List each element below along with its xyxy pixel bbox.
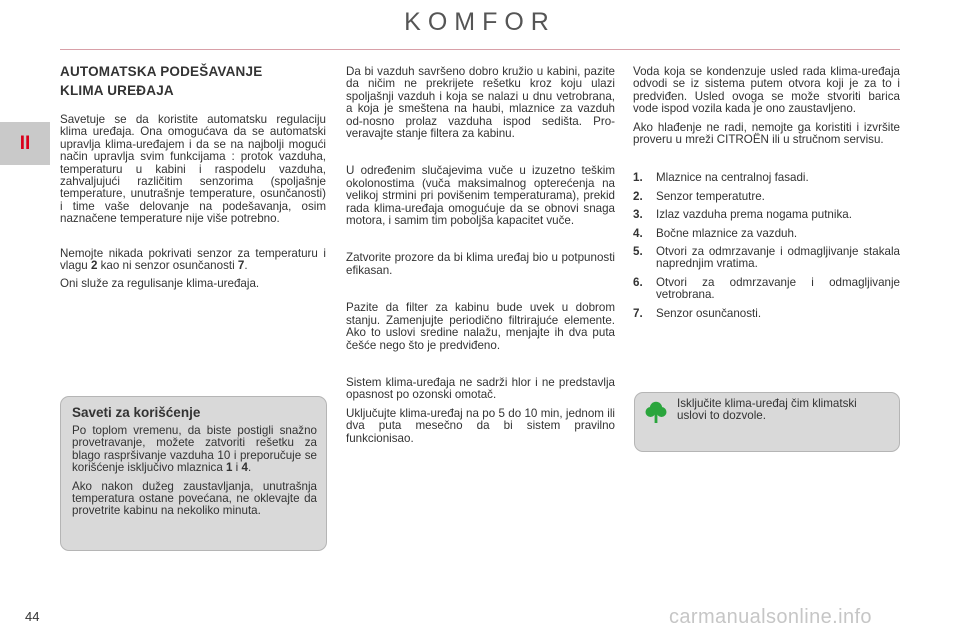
tips-ref-4: 4 (241, 461, 248, 475)
list-item-number: 3. (633, 208, 643, 222)
towing-paragraph: U određenim slučajevima vuče u izuzetno teškim okolonostima (vuča maksimalnog opterećenja na velikoj strmini pri povišenim temperaturama), prekid rada klima-uređaja omogućuje da se obnovi snaga motora, i samim tim poboljša kapacitet vuče. (346, 164, 615, 228)
list-item-number: 5. (633, 245, 643, 259)
maintenance-paragraph: Uključujte klima-uređaj na po 5 do 10 min, jednom ili dva puta mesečno da bi sistem pravilno funkcionisao. (346, 406, 615, 445)
tips-text-c: . (247, 461, 252, 475)
list-item-text: Otvori za odmrzavanje i odmagljivanje vetrobrana. (656, 275, 900, 302)
tips-paragraph-1 (72, 425, 317, 475)
sensor-warning-text-c: . (244, 259, 248, 273)
list-item (633, 277, 900, 302)
tips-box (60, 396, 327, 551)
section-title-line2: KLIMA UREĐAJA (60, 83, 174, 98)
list-item-number: 1. (633, 171, 643, 185)
page-title: KOMFOR (404, 8, 556, 36)
list-item-number: 6. (633, 275, 643, 289)
condensation-paragraph: Voda koja se kondenzuje usled rada klima-uređaja odvodi se iz sistema putem otvora koji je za to i predviđen. Usled ovoga se može stvoriti barica vode ispod vozila kada je ono zaustavljeno. (633, 65, 900, 116)
tips-text-a: Po toplom vremenu, da biste postigli snažno provetravanje, možete zatvoriti rešetku za blago raspršivanje vazduha 10 i preporučuje se korišćenje isključivo mlaznica (72, 424, 317, 475)
list-item (633, 191, 900, 203)
sensor-warning-text-a: Nemojte nikada pokrivati senzor za temperaturu i vlagu (60, 246, 326, 273)
ozone-paragraph: Sistem klima-uređaja ne sadrži hlor i ne predstavlja opasnost po ozonski omotač. (346, 375, 615, 402)
column-middle (346, 66, 615, 445)
list-item-text: Bočne mlaznice za vazduh. (656, 226, 798, 240)
list-item-number: 4. (633, 226, 643, 240)
list-item-text: Otvori za odmrzavanje i odmagljivanje stakala naprednjim vratima. (656, 245, 900, 271)
list-item (633, 246, 900, 271)
tips-title: Saveti za korišćenje (72, 405, 201, 420)
watermark: carmanualsonline.info (669, 606, 872, 628)
section-title (60, 62, 326, 100)
list-item-text: Mlaznice na centralnoj fasadi. (656, 171, 809, 185)
sensor-ref-2: 2 (90, 259, 98, 273)
filter-paragraph: Pazite da filter za kabinu bude uvek u dobrom stanju. Zamenjujte periodično filtrirajuće elemente. Ako to uslovi sredine nalažu, menjajte ih dva puta češće nego što je predviđeno. (346, 301, 615, 352)
chapter-tab (0, 122, 50, 165)
list-item (633, 228, 900, 240)
column-right (633, 66, 900, 326)
intro-paragraph: Savetuje se da koristite automatsku regulaciju klima uređaja. Ona omogućava da se automatski upravlja klima-uređajem i da se na najbolji mogući način upravlja svim funkcijama : protok vazduha, temperaturu u kabini i raspodelu vazduha, zahvaljujući različitim senzorima (spoljašnje temperature, unutrašnje temperature, osunčanosti) i time vaše delovanje na podešavanja, osim naznačene temperature nije više potrebno. (60, 113, 326, 226)
list-item (633, 308, 900, 320)
airflow-paragraph: Da bi vazduh savršeno dobro kružio u kabini, pazite da ničim ne prekrijete rešetku kroz koju ulazi spoljašnji vazduh i koja se nalazi u dnu vetrobrana, a koja je smeštena na haubi, mlaznice za vazduh od-nosno prolaz vazduha ispod sedišta. Pro-veravajte stanje filtera za kabinu. (346, 65, 615, 141)
list-item (633, 172, 900, 184)
column-left (60, 62, 326, 291)
service-paragraph: Ako hlađenje ne radi, nemojte ga koristiti i izvršite proveru u mreži CITROËN ili u stručnom servisu. (633, 120, 900, 147)
list-item-text: Senzor temperatutre. (656, 189, 765, 203)
tree-icon (644, 400, 668, 424)
list-item-number: 7. (633, 306, 643, 320)
list-item-number: 2. (633, 189, 643, 203)
tips-paragraph-2: Ako nakon dužeg zaustavljanja, unutrašnja temperatura ostane povećana, ne oklevajte da provetrite kabinu na nekoliko minuta. (72, 479, 317, 518)
tips-text-b: i (232, 461, 242, 475)
chapter-tab-label: II (19, 132, 31, 154)
page-number: 44 (25, 609, 40, 624)
section-title-line1: AUTOMATSKA PODEŠAVANJE (60, 64, 263, 79)
sensor-warning-paragraph (60, 248, 326, 273)
eco-note-box (634, 392, 900, 452)
tips-ref-1: 1 (226, 461, 233, 475)
eco-note-text: Isključite klima-uređaj čim klimatski uslovi to dozvole. (677, 397, 857, 423)
header-divider (60, 49, 900, 50)
sensor-warning-text-b: kao ni senzor osunčanosti (97, 259, 238, 273)
list-item-text: Izlaz vazduha prema nogama putnika. (656, 208, 852, 222)
sensor-purpose-paragraph: Oni služe za regulisanje klima-uređaja. (60, 277, 260, 291)
list-item (633, 209, 900, 221)
sensor-ref-7: 7 (237, 259, 245, 273)
list-item-text: Senzor osunčanosti. (656, 306, 762, 320)
legend-list (633, 172, 900, 320)
windows-paragraph: Zatvorite prozore da bi klima uređaj bio u potpunosti efikasan. (346, 251, 615, 277)
